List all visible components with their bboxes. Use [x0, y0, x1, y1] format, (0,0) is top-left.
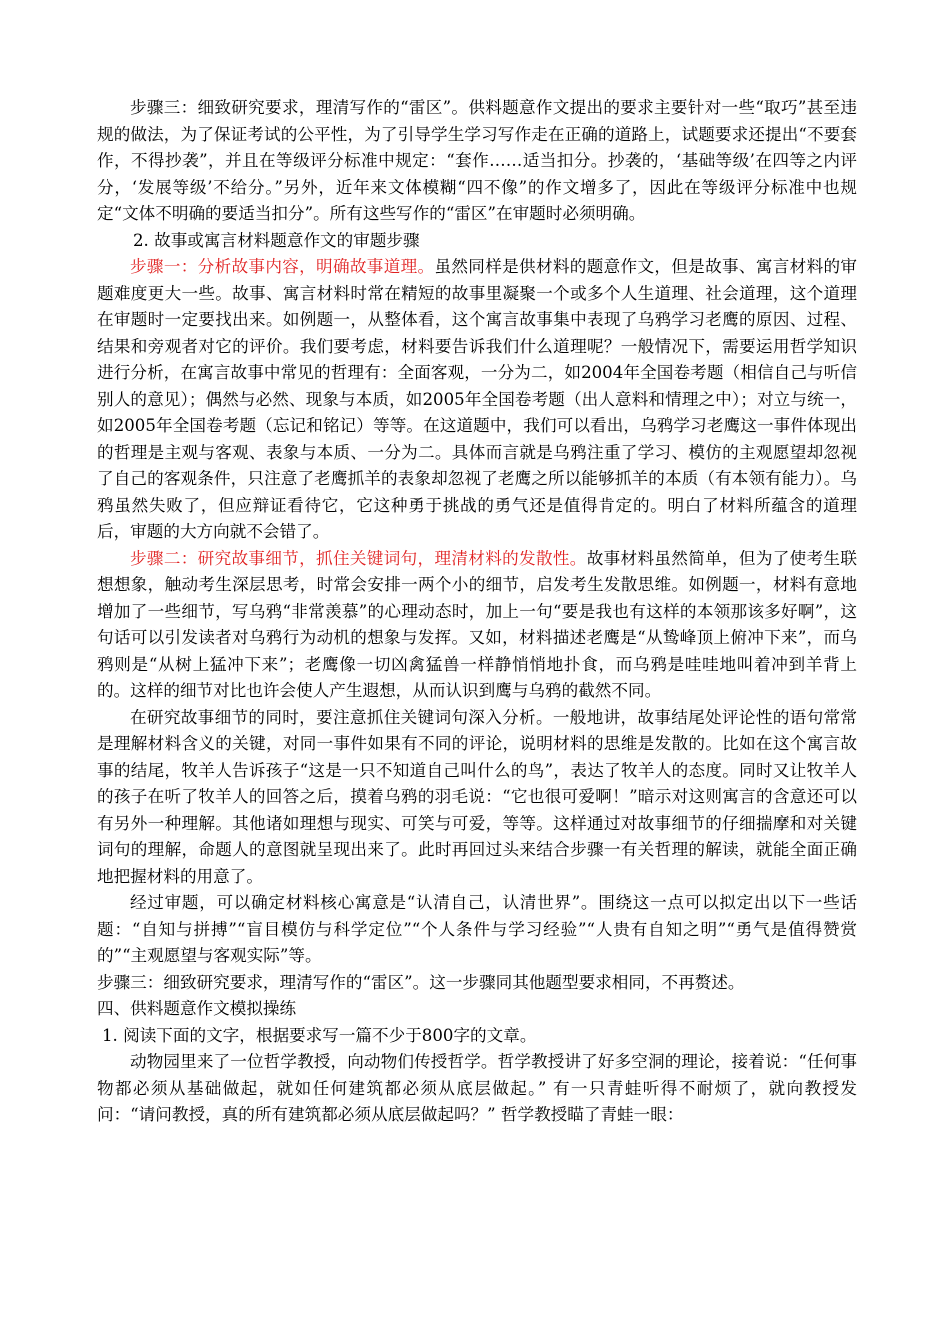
paragraph-step1-story-content	[97, 254, 857, 546]
section-heading-story-material: 2. 故事或寓言材料题意作文的审题步骤	[133, 230, 420, 250]
step1-highlight: 步骤一：分析故事内容，明确故事道理。	[130, 257, 435, 276]
step1-body: 虽然同样是供材料的题意作文，但是故事、寓言材料的审题难度更大一些。故事、寓言材料时常在精短的故事里凝聚一个或多个人生道理、社会道理，这个道理在审题时一定要找出来。如例题一，从整体看，这个寓言故事集中表现了乌鸦学习老鹰的原因、过程、结果和旁观者对它的评价。我们要考虑，材料要告诉我们什么道理呢？一般情况下，需要运用哲学知识进行分析，在寓言故事中常见的哲理有：全面客观，一分为二，如2004年全国卷考题（相信自己与听信别人的意见）；偶然与必然、现象与本质，如2005年全国卷考题（出人意料和情理之中）；对立与统一，如2005年全国卷考题（忘记和铭记）等等。在这道题中，我们可以看出，乌鸦学习老鹰这一事件体现出的哲理是主观与客观、表象与本质、一分为二。具体而言就是乌鸦注重了学习、模仿的主观愿望却忽视了自己的客观条件，只注意了老鹰抓羊的表象却忽视了老鹰之所以能够抓羊的本质（有本领有能力）。乌鸦虽然失败了，但应辩证看待它，它这种勇于挑战的勇气还是值得肯定的。明白了材料所蕴含的道理后，审题的大方向就不会错了。	[97, 257, 858, 541]
paragraph-step3-requirements: 步骤三：细致研究要求，理清写作的“雷区”。供料题意作文提出的要求主要针对一些“取巧”甚至违规的做法，为了保证考试的公平性，为了引导学生学习写作走在正确的道路上，试题要求还提出“不要套作，不得抄袭”，并且在等级评分标准中规定：“套作……适当扣分。抄袭的，‘基础等级’在四等之内评分，‘发展等级’不给分。”另外，近年来文体模糊“四不像”的作文增多了，因此在等级评分标准中也规定“文体不明确的要适当扣分”。所有这些写作的“雷区”在审题时必须明确。	[97, 98, 857, 223]
step2-highlight: 步骤二：研究故事细节，抓住关键词句，理清材料的发散性。	[130, 548, 587, 568]
paragraph-topics: 经过审题，可以确定材料核心寓意是“认清自己，认清世界”。围绕这一点可以拟定出以下一些话题：“自知与拼搏”“盲目模仿与科学定位”“个人条件与学习经验”“人贵有自知之明”“勇气是值得赞赏的”“主观愿望与客观实际”等。	[97, 893, 857, 965]
document-page	[97, 95, 857, 1129]
paragraph-zoo-story: 动物园里来了一位哲学教授，向动物们传授哲学。哲学教授讲了好多空洞的理论，接着说：“任何事物都必须从基础做起，就如任何建筑都必须从底层做起。” 有一只青蛙听得不耐烦了，就向教授发问：“请问教授，真的所有建筑都必须从底层做起吗？” 哲学教授瞄了青蛙一眼：	[97, 1052, 857, 1124]
paragraph-key-sentences: 在研究故事细节的同时，要注意抓住关键词句深入分析。一般地讲，故事结尾处评论性的语句常常是理解材料含义的关键，对同一事件如果有不同的评论，说明材料的思维是发散的。比如在这个寓言故事的结尾，牧羊人告诉孩子“这是一只不知道自己叫什么的鸟”，表达了牧羊人的态度。同时又让牧羊人的孩子在听了牧羊人的回答之后，摸着乌鸦的羽毛说：“它也很可爱啊！”暗示对这则寓言的含意还可以有另外一种理解。其他诸如理想与现实、可笑与可爱，等等。这样通过对故事细节的仔细揣摩和对关键词句的理解，命题人的意图就呈现出来了。此时再回过头来结合步骤一有关哲理的解读，就能全面正确地把握材料的用意了。	[97, 707, 857, 886]
section-heading-practice: 四、供料题意作文模拟操练	[97, 999, 297, 1018]
practice-question-1: 1. 阅读下面的文字，根据要求写一篇不少于800字的文章。	[102, 1025, 537, 1045]
paragraph-step3-short: 步骤三：细致研究要求，理清写作的“雷区”。这一步骤同其他题型要求相同，不再赘述。	[97, 972, 745, 992]
paragraph-step2-story-details	[97, 546, 857, 705]
step2-body: 故事材料虽然简单，但为了使考生联想想象，触动考生深层思考，时常会安排一两个小的细节，启发考生发散思维。如例题一，材料有意地增加了一些细节，写乌鸦“非常羡慕”的心理动态时，加上一句“要是我也有这样的本领那该多好啊”，这句话可以引发读者对乌鸦行为动机的想象与发挥。又如，材料描述老鹰是“从鸷峰顶上俯冲下来”，而乌鸦则是“从树上猛冲下来”；老鹰像一切凶禽猛兽一样静悄悄地扑食，而乌鸦是哇哇地叫着冲到羊背上的。这样的细节对比也许会使人产生遐想，从而认识到鹰与乌鸦的截然不同。	[97, 548, 858, 700]
